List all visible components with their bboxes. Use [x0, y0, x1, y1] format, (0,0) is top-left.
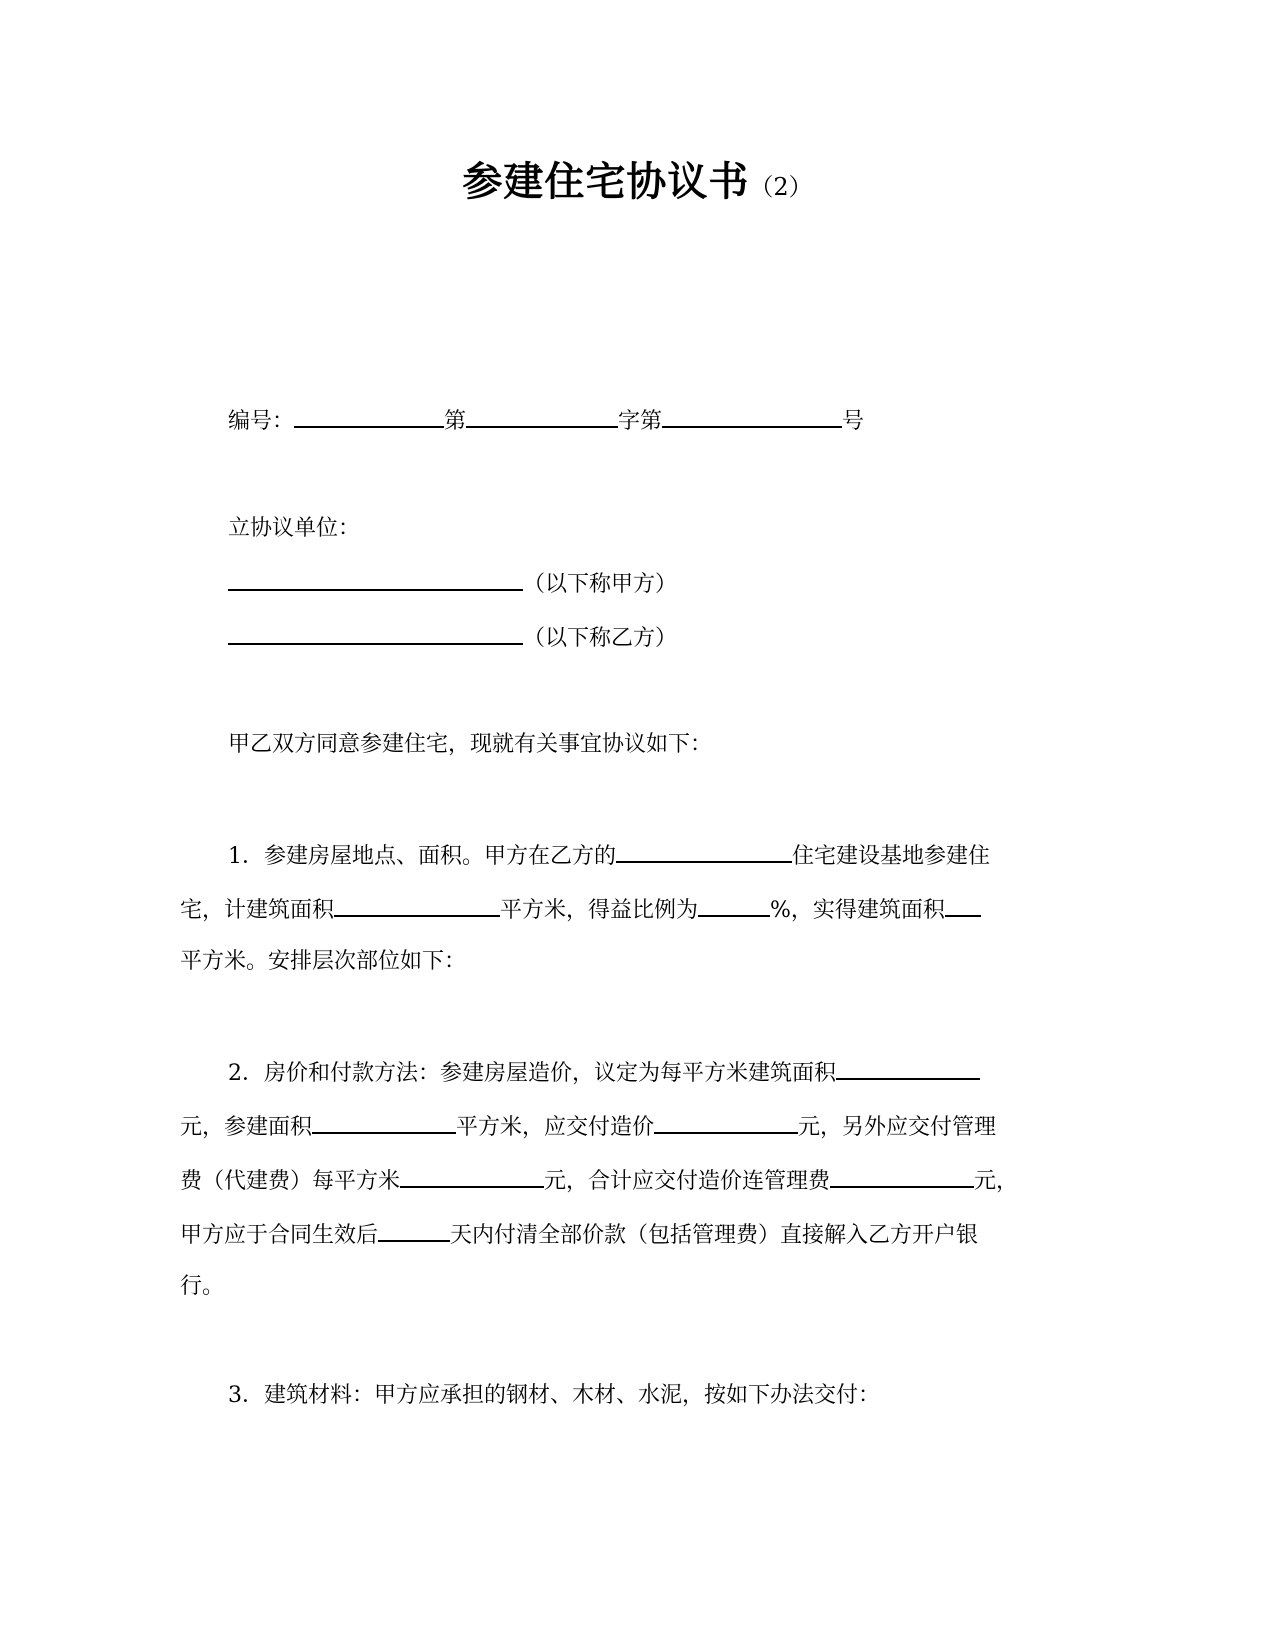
clause1-line1 [228, 839, 990, 872]
clause2-total-blank [830, 1164, 974, 1188]
title-main: 参建住宅协议书 [462, 159, 750, 205]
clause2-text-e: 费（代建费）每平方米 [180, 1169, 401, 1194]
number-line [228, 404, 864, 437]
clause1-area-blank [334, 893, 500, 917]
clause3-line1: 3．建筑材料：甲方应承担的钢材、木材、水泥，按如下办法交付： [228, 1383, 880, 1408]
clause2-line3 [180, 1164, 1018, 1197]
clause1-text-b: 住宅建设基地参建住 [792, 844, 991, 869]
party-a-suffix: （以下称甲方） [523, 572, 678, 597]
clause1-ratio-blank [698, 893, 770, 917]
clause2-text-b: 元，参建面积 [180, 1115, 313, 1140]
clause2-fee-blank [400, 1164, 544, 1188]
clause2-line1 [228, 1056, 980, 1089]
clause2-price-blank [836, 1056, 980, 1080]
party-b-suffix: （以下称乙方） [523, 626, 678, 651]
number-blank-2 [466, 404, 618, 428]
clause2-text-i: 天内付清全部价款（包括管理费）直接解入乙方开户银 [450, 1223, 979, 1248]
clause2-area-blank [312, 1110, 456, 1134]
clause1-location-blank [616, 839, 792, 863]
party-a-line [228, 567, 677, 600]
clause1-text-d: 平方米，得益比例为 [500, 898, 699, 923]
intro-text: 甲乙双方同意参建住宅，现就有关事宜协议如下： [228, 732, 713, 757]
clause1-text-c: 宅，计建筑面积 [180, 898, 335, 923]
party-a-blank [228, 567, 523, 591]
clause2-cost-blank [654, 1110, 798, 1134]
clause2-line4 [180, 1218, 978, 1251]
number-blank-1 [294, 404, 444, 428]
clause2-line5: 行。 [180, 1274, 225, 1299]
number-di: 第 [444, 409, 467, 434]
parties-heading: 立协议单位： [228, 516, 361, 541]
clause2-text-c: 平方米，应交付造价 [456, 1115, 655, 1140]
party-b-line [228, 621, 677, 654]
title-suffix: （2） [749, 173, 813, 201]
clause2-text-f: 元，合计应交付造价连管理费 [544, 1169, 831, 1194]
clause1-actual-area-blank [945, 893, 981, 917]
clause2-text-h: 甲方应于合同生效后 [180, 1223, 379, 1248]
clause2-text-a: 2．房价和付款方法：参建房屋造价，议定为每平方米建筑面积 [228, 1061, 836, 1086]
clause1-text-e: %，实得建筑面积 [770, 898, 945, 923]
clause2-days-blank [378, 1218, 450, 1242]
clause2-line2 [180, 1110, 996, 1143]
number-blank-3 [662, 404, 842, 428]
clause1-line2 [180, 893, 981, 926]
clause1-text-a: 1．参建房屋地点、面积。甲方在乙方的 [228, 844, 616, 869]
document-title [0, 150, 1275, 207]
clause2-text-d: 元，另外应交付管理 [798, 1115, 997, 1140]
party-b-blank [228, 621, 523, 645]
clause1-line3: 平方米。安排层次部位如下： [180, 949, 467, 974]
number-label: 编号： [228, 409, 295, 434]
number-hao: 号 [842, 409, 865, 434]
clause2-text-g: 元， [974, 1169, 1019, 1194]
number-zidi: 字第 [618, 409, 663, 434]
